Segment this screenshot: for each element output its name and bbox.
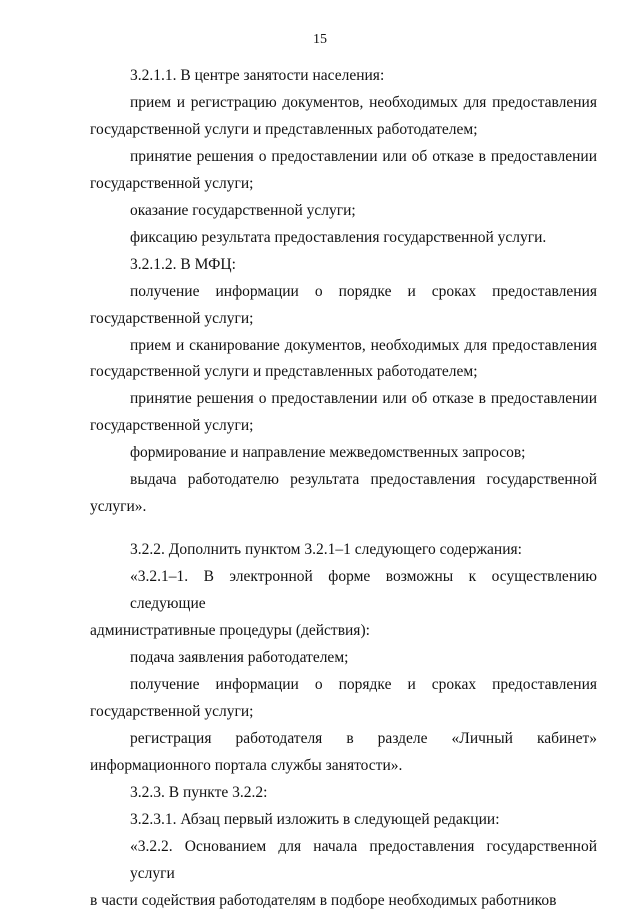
paragraph <box>90 726 597 780</box>
paragraph <box>90 279 597 333</box>
paragraph <box>90 672 597 726</box>
text-line: принятие решения о предоставлении или об отказе в предоставлении <box>130 390 597 408</box>
text-line: 3.2.1.2. В МФЦ: <box>130 255 236 273</box>
text-line: прием и регистрацию документов, необходимых для предоставления <box>130 93 597 111</box>
text-line: 3.2.2. Дополнить пунктом 3.2.1–1 следующего содержания: <box>130 541 522 559</box>
text-line: 3.2.3. В пункте 3.2.2: <box>130 783 268 801</box>
paragraph <box>90 198 597 225</box>
text-line: формирование и направление межведомственных запросов; <box>130 444 526 462</box>
paragraph <box>90 252 597 279</box>
text-line: государственной услуги и представленных работодателем; <box>90 120 478 138</box>
text-line: получение информации о порядке и сроках предоставления <box>130 675 597 693</box>
text-line: «3.2.1–1. В электронной форме возможны к осуществлению следующие <box>130 568 597 613</box>
paragraph <box>90 467 597 521</box>
text-line: «3.2.2. Основанием для начала предоставления государственной услуги <box>130 837 597 882</box>
paragraph <box>90 225 597 252</box>
paragraph <box>90 645 597 672</box>
text-line: фиксацию результата предоставления государственной услуги. <box>130 228 547 246</box>
text-line: выдача работодателю результата предоставления государственной <box>130 471 597 489</box>
paragraph <box>90 144 597 198</box>
text-line: государственной услуги; <box>90 309 254 327</box>
text-line: 3.2.1.1. В центре занятости населения: <box>130 67 385 84</box>
page-number: 15 <box>313 32 327 47</box>
text-line: государственной услуги; <box>90 702 254 720</box>
paragraph <box>90 780 597 807</box>
document-body <box>90 63 597 915</box>
paragraph <box>90 440 597 467</box>
text-line: в части содействия работодателям в подборе необходимых работников <box>90 891 557 909</box>
text-line: прием и сканирование документов, необходимых для предоставления <box>130 336 597 354</box>
text-line: государственной услуги; <box>90 417 254 435</box>
paragraph <box>90 537 597 564</box>
paragraph <box>90 807 597 834</box>
text-line: регистрация работодателя в разделе «Личный кабинет» <box>130 729 597 747</box>
text-line: оказание государственной услуги; <box>130 201 356 219</box>
text-line: получение информации о порядке и сроках предоставления <box>130 282 597 300</box>
paragraph <box>90 834 597 915</box>
text-line: административные процедуры (действия): <box>90 622 370 640</box>
text-line: подача заявления работодателем; <box>130 649 349 667</box>
paragraph-spacer <box>90 521 597 537</box>
text-line: информационного портала службы занятости». <box>90 756 403 774</box>
text-line: государственной услуги и представленных работодателем; <box>90 363 478 381</box>
paragraph <box>90 90 597 144</box>
text-line: государственной услуги; <box>90 174 254 192</box>
text-line: 3.2.3.1. Абзац первый изложить в следующей редакции: <box>130 810 500 828</box>
text-line: услуги». <box>90 498 147 516</box>
text-line: принятие решения о предоставлении или об отказе в предоставлении <box>130 147 597 165</box>
paragraph <box>90 63 597 90</box>
paragraph <box>90 333 597 387</box>
paragraph <box>90 564 597 645</box>
paragraph <box>90 386 597 440</box>
